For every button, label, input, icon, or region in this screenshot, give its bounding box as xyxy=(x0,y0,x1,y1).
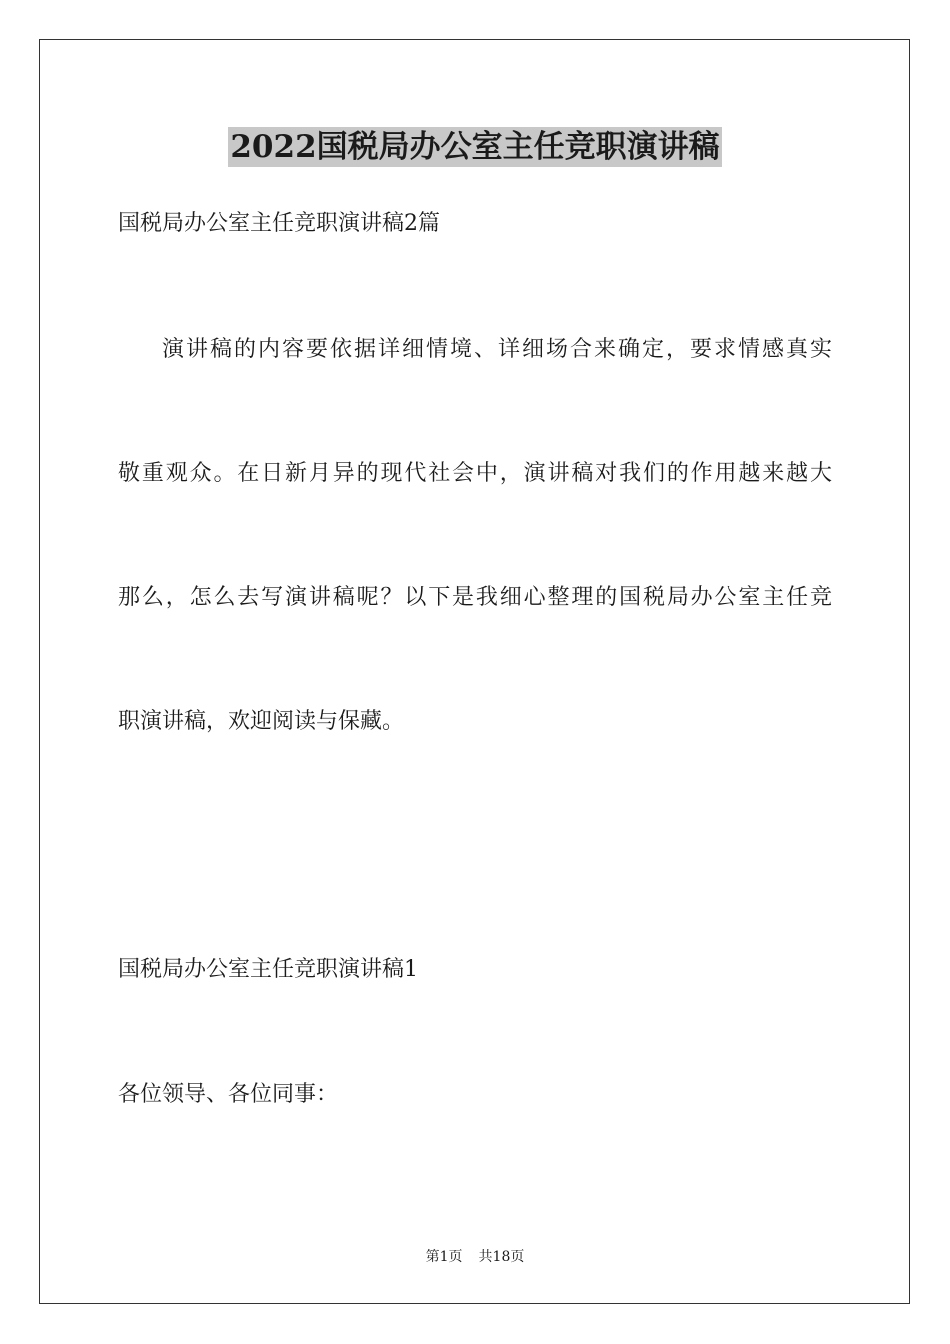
section-heading: 国税局办公室主任竞职演讲稿1 xyxy=(118,957,418,982)
intro-line-4: 职演讲稿，欢迎阅读与保藏。 xyxy=(118,709,405,734)
page-number: 第1页 xyxy=(425,1249,463,1265)
intro-line-3: 那么，怎么去写演讲稿呢？以下是我细心整理的国税局办公室主任竞 xyxy=(118,585,832,610)
document-title: 2022国税局办公室主任竞职演讲稿 xyxy=(230,129,720,165)
intro-line-2: 敬重观众。在日新月异的现代社会中，演讲稿对我们的作用越来越大 xyxy=(118,461,832,486)
greeting: 各位领导、各位同事： xyxy=(118,1082,339,1107)
page-total: 共18页 xyxy=(478,1249,525,1265)
intro-line-1: 演讲稿的内容要依据详细情境、详细场合来确定，要求情感真实 xyxy=(162,337,832,362)
title-container xyxy=(0,127,950,167)
page-footer xyxy=(0,1247,950,1267)
document-subtitle: 国税局办公室主任竞职演讲稿2篇 xyxy=(118,211,440,236)
